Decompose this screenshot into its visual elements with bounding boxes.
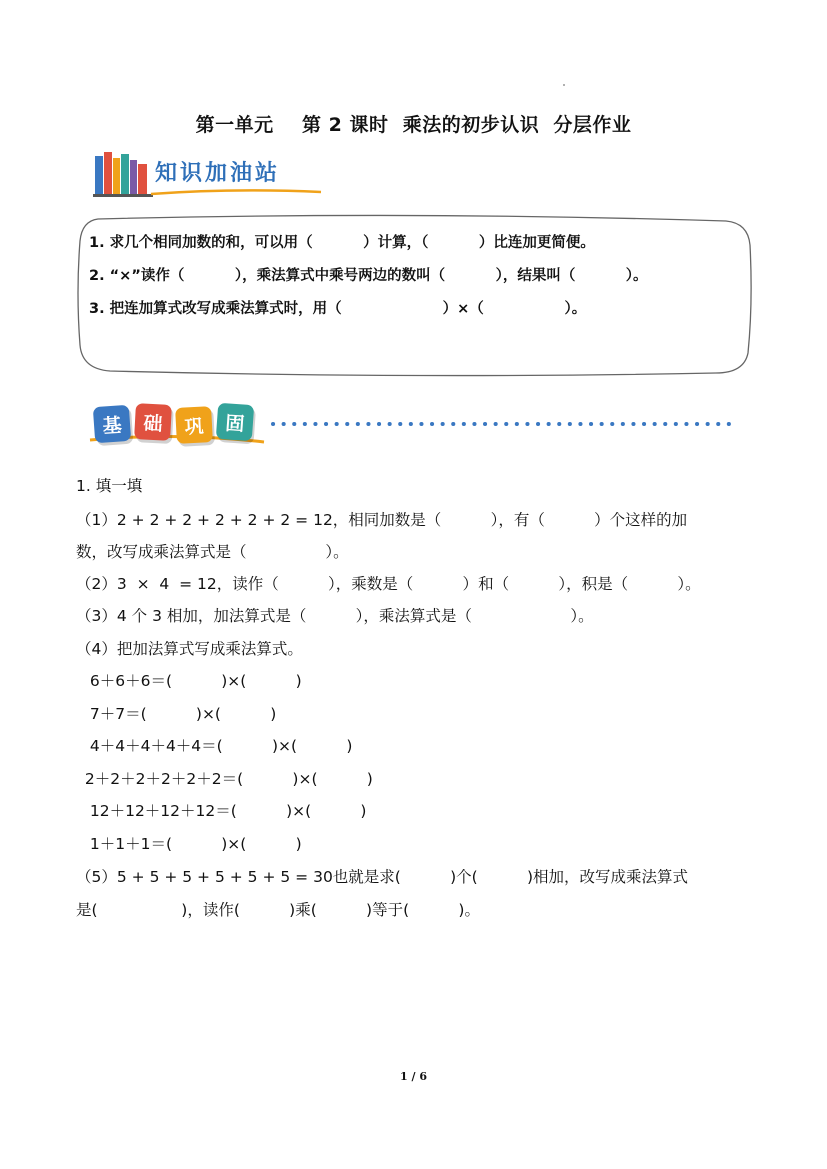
book-shelf [93, 194, 153, 197]
page-number: 1 / 6 [400, 1070, 427, 1083]
banner-tile-3: 巩 [175, 406, 213, 444]
question-4-item-5: 12＋12＋12＋12＝( )×( ) [80, 802, 367, 820]
page-title: 第一单元 第 2 课时 乘法的初步认识 分层作业 [195, 114, 632, 136]
question-5-line-2: 是( )，读作( )乘( )等于( )。 [76, 901, 480, 919]
question-3: （3）4 个 3 相加，加法算式是（ ），乘法算式是（ ）。 [76, 607, 594, 625]
book-spine-4 [121, 154, 129, 194]
book-spine-2 [104, 152, 112, 194]
book-spine-5 [130, 160, 137, 194]
question-4-heading: （4）把加法算式写成乘法算式。 [76, 640, 303, 658]
question-heading: 1. 填一填 [76, 477, 143, 495]
knowledge-line-3: 3. 把连加算式改写成乘法算式时，用（ ）×（ ）。 [89, 301, 587, 317]
question-4-item-1: 6＋6＋6＝( )×( ) [80, 672, 302, 690]
knowledge-line-2: 2. “×”读作（ ），乘法算式中乘号两边的数叫（ ），结果叫（ ）。 [89, 268, 648, 284]
section-heading-basics [88, 402, 268, 452]
question-4-item-3: 4＋4＋4＋4＋4＝( )×( ) [80, 737, 353, 755]
banner-tile-4: 固 [216, 403, 254, 441]
question-4-item-6: 1＋1＋1＝( )×( ) [80, 835, 302, 853]
question-1-line-2: 数，改写成乘法算式是（ ）。 [76, 543, 349, 561]
question-4-item-2: 7＋7＝( )×( ) [80, 705, 277, 723]
question-4-item-4: 2＋2＋2＋2＋2＋2＝( )×( ) [80, 770, 373, 788]
book-spine-1 [95, 156, 103, 194]
dotted-divider [270, 421, 740, 427]
speck [563, 84, 565, 86]
question-1-line-1: （1）2 + 2 + 2 + 2 + 2 + 2 = 12，相同加数是（ ），有（ ）个这样的加 [76, 511, 688, 529]
banner-tile-1: 基 [93, 405, 131, 443]
book-spine-3 [113, 158, 120, 194]
book-spine-6 [138, 164, 147, 194]
knowledge-line-1: 1. 求几个相同加数的和，可以用（ ）计算，（ ）比连加更简便。 [89, 235, 595, 251]
question-5-line-1: （5）5 + 5 + 5 + 5 + 5 + 5 = 30也就是求( )个( )相加，改写成乘法算式 [76, 868, 689, 886]
banner-tile-2: 础 [134, 403, 172, 441]
question-2: （2）3 × 4 = 12，读作（ ），乘数是（ ）和（ ），积是（ ）。 [76, 575, 701, 593]
underline-swoosh [151, 190, 321, 194]
section-heading-knowledge: 知识加油站 [155, 161, 281, 186]
